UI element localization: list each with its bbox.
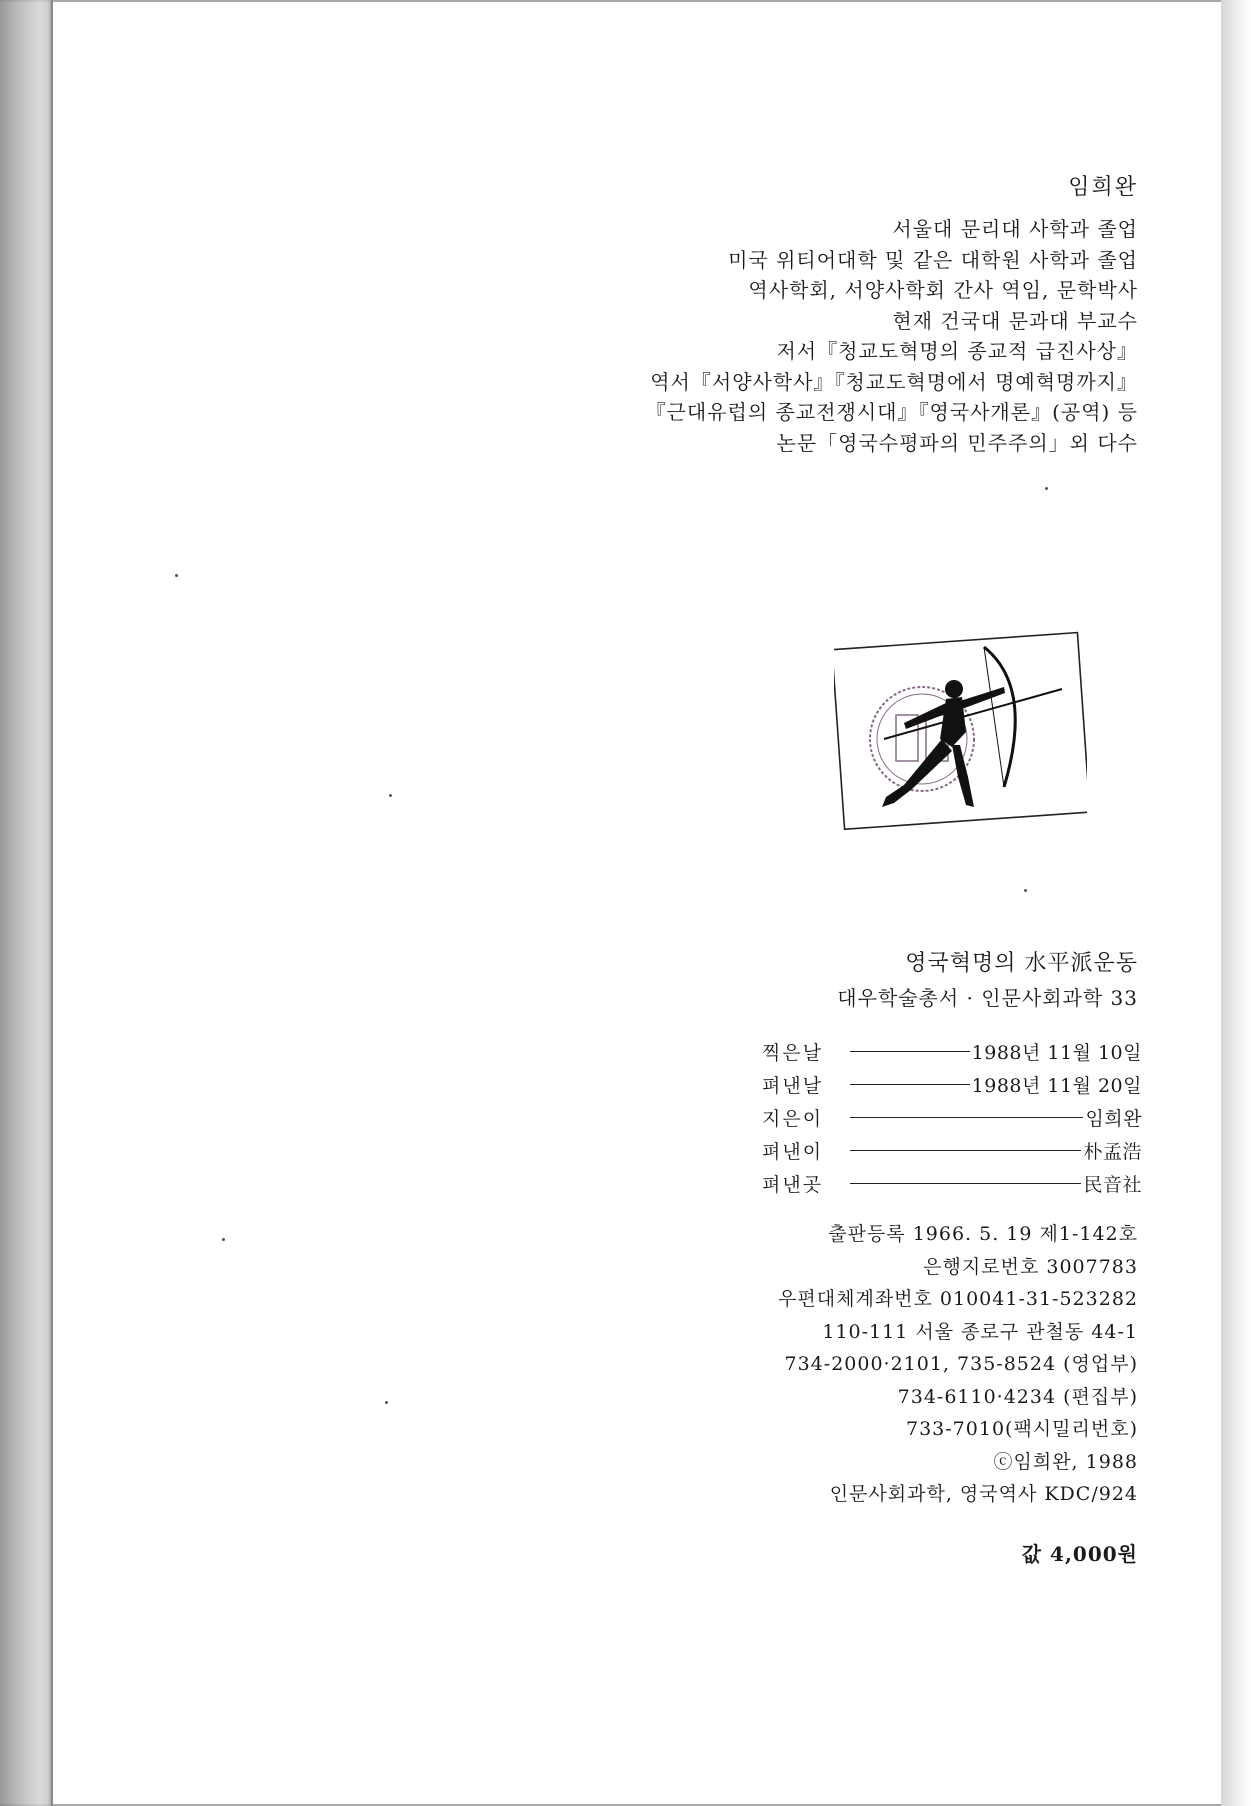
book-spine [0,0,52,1806]
colophon-label: 지은이 [762,1108,824,1130]
colophon-label: 펴낸날 [762,1075,824,1097]
colophon-label: 찍은날 [762,1042,824,1064]
price: 값 4,000원 [1021,1542,1138,1566]
colophon-label: 펴낸이 [762,1141,824,1163]
colophon-value: 朴孟浩 [1083,1141,1142,1163]
publisher-line: 출판등록 1966. 5. 19 제1-142호 [828,1223,1138,1245]
publisher-line: 인문사회과학, 영국역사 KDC/924 [829,1483,1138,1505]
colophon [762,1035,1142,1200]
speck [1024,889,1027,892]
bio-line: 『근대유럽의 종교전쟁시대』『영국사개론』(공역) 등 [645,400,1138,424]
leader-line [850,1084,970,1085]
speck [222,1238,225,1241]
leader-line [850,1117,1083,1118]
colophon-value: 1988년 11월 10일 [971,1042,1142,1064]
bio-line: 저서『청교도혁명의 종교적 급진사상』 [776,339,1138,363]
author-name: 임희완 [1068,175,1138,200]
speck [175,574,178,577]
colophon-row [762,1068,1142,1101]
colophon-value: 임희완 [1085,1108,1142,1130]
page-edge-shadow [1221,0,1251,1806]
author-bio [646,214,1138,458]
publisher-line: ⓒ임희완, 1988 [993,1450,1138,1473]
leader-line [850,1150,1081,1151]
publisher-line: 우편대체계좌번호 010041-31-523282 [778,1288,1138,1310]
bio-line: 역사학회, 서양사학회 간사 역임, 문학박사 [748,278,1138,302]
speck [385,1401,388,1404]
bio-line: 역서『서양사학사』『청교도혁명에서 명예혁명까지』 [650,369,1138,394]
colophon-label: 펴낸곳 [762,1174,824,1196]
colophon-value: 民音社 [1083,1174,1142,1196]
leader-line [850,1183,1081,1184]
colophon-row [762,1134,1142,1167]
leader-line [850,1051,970,1052]
book-title: 영국혁명의 水平派운동 [905,951,1138,976]
publisher-line: 734-6110·4234 (편집부) [897,1385,1138,1408]
publisher-line: 110-111 서울 종로구 관철동 44-1 [822,1320,1138,1343]
colophon-row [762,1035,1142,1068]
colophon-row [762,1101,1142,1134]
bio-line: 논문「영국수평파의 민주주의」외 다수 [776,430,1138,455]
bio-line: 현재 건국대 문과대 부교수 [892,308,1138,333]
publisher-line: 734-2000·2101, 735-8524 (영업부) [784,1353,1138,1375]
speck [389,794,392,797]
colophon-row [762,1167,1142,1200]
publisher-line: 733-7010(팩시밀리번호) [906,1418,1138,1440]
speck [1045,487,1048,490]
bio-line: 서울대 문리대 사학과 졸업 [892,217,1138,241]
bio-line: 미국 위티어대학 및 같은 대학원 사학과 졸업 [728,247,1138,272]
publisher-info [778,1218,1138,1511]
publisher-archer-emblem [834,627,1087,836]
series-name: 대우학술총서 · 인문사회과학 33 [837,986,1138,1010]
publisher-line: 은행지로번호 3007783 [923,1255,1138,1278]
colophon-value: 1988년 11월 20일 [971,1075,1142,1097]
